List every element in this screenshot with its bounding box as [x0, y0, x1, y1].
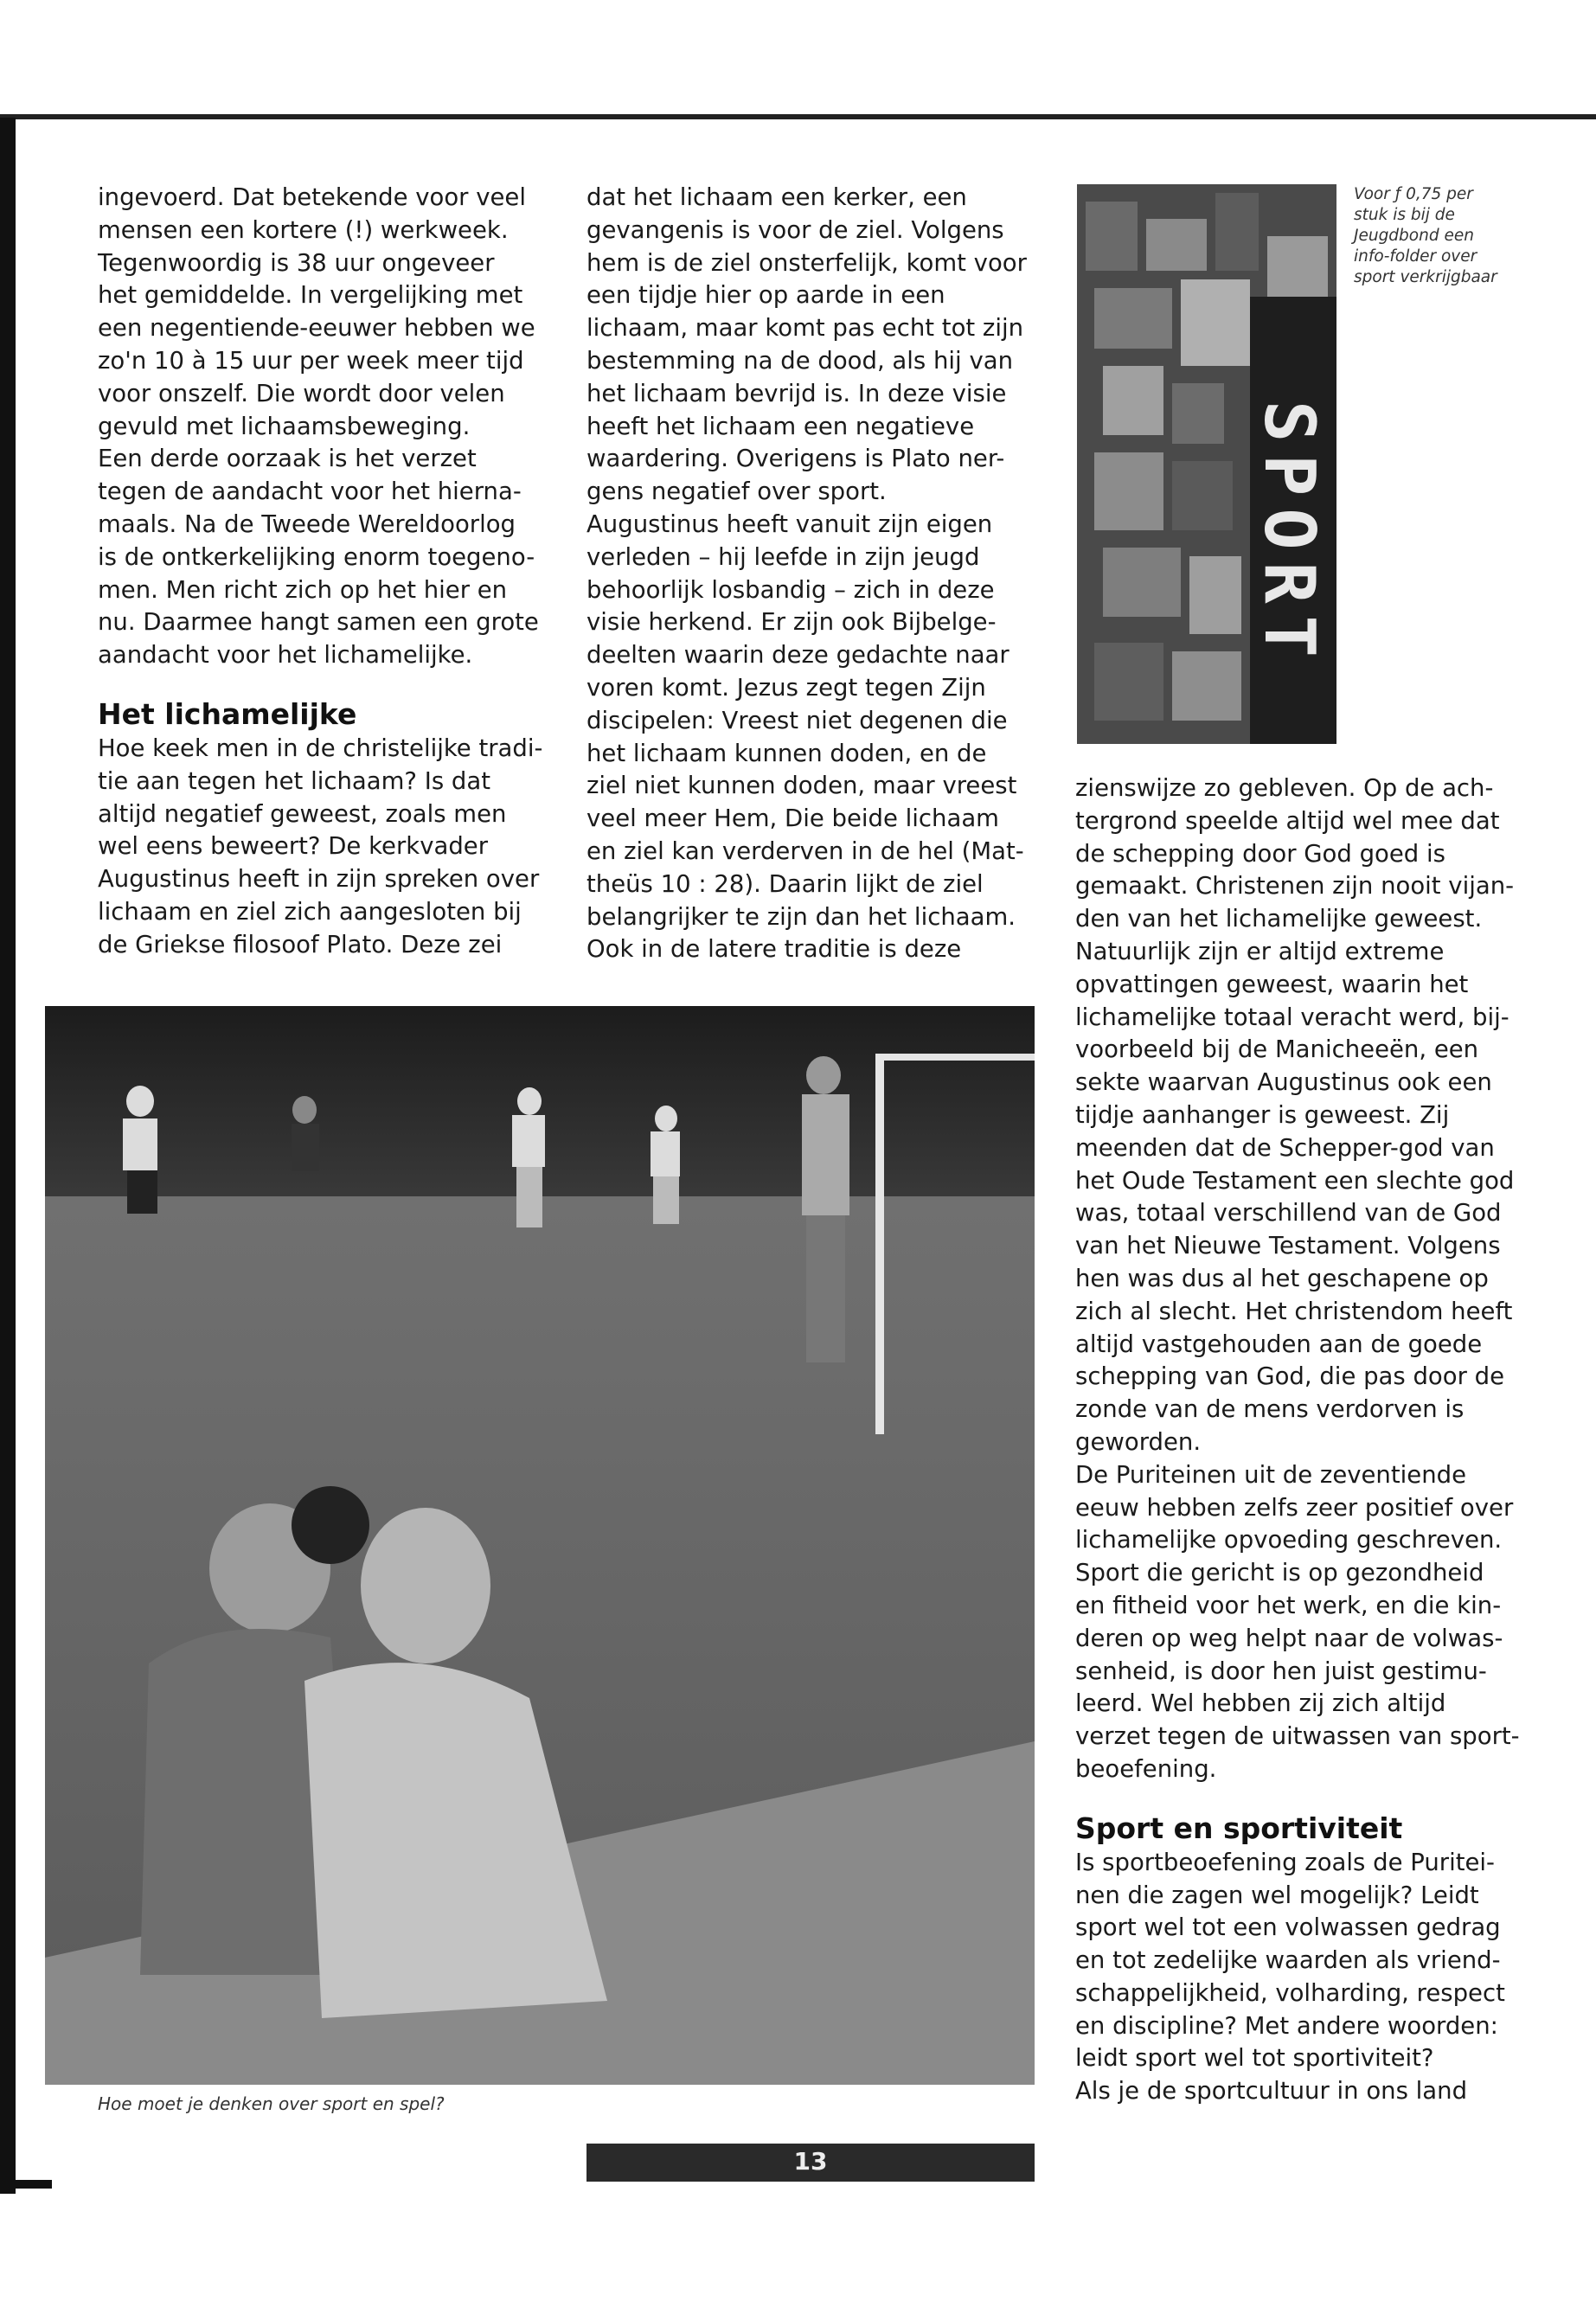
page-number: 13 [793, 2147, 828, 2176]
paragraph: Hoe keek men in de christelijke tradi- tie aan tegen het lichaam? Is dat altijd negatief geweest, zoals men wel eens beweert? De kerkvader Augustinus heeft in zijn spreken over lichaam en ziel zich aangesloten bij de Griekse filosoof Plato. Deze zei [98, 734, 543, 958]
scan-edge-bottom [0, 2180, 52, 2189]
section-heading-sport-en-sportiviteit: Sport en sportiviteit [1075, 1811, 1403, 1845]
paragraph: De Puriteinen uit de zeventiende eeuw hebben zelfs zeer positief over lichamelijke opvoeding geschreven. Sport die gericht is op gezondheid en fitheid voor het werk, en die kin- deren op weg helpt naar de volwas- senheid, is door hen juist gestimu- leerd. Wel hebben zij zich altijd verzet tegen de uitwassen van sport- beoefening. [1075, 1460, 1520, 1783]
paragraph: dat het lichaam een kerker, een gevangenis is voor de ziel. Volgens hem is de ziel onsterfelijk, komt voor een tijdje hier op aarde in een lichaam, maar komt pas echt tot zijn bestemming na de dood, als hij van het lichaam bevrijd is. In deze visie heeft het lichaam een negatieve waardering. Overigens is Plato ner- gens negatief over sport. Augustinus heeft vanuit zijn eigen verleden – hij leefde in zijn jeugd behoorlijk losbandig – zich in deze visie herkend. Er zijn ook Bijbelge- deelten waarin deze gedachte naar voren komt. Jezus zegt tegen Zijn discipelen: Vreest niet degenen die het lichaam kunnen doden, en de ziel niet kunnen doden, maar vreest veel meer Hem, Die beide lichaam en ziel kan verderven in de hel (Mat- theüs 10 : 28). Daarin lijkt de ziel belangrijker te zijn dan het lichaam. Ook in de latere traditie is deze [586, 183, 1027, 964]
scan-edge-top [0, 114, 1596, 119]
football-photo [45, 1006, 1035, 2085]
sport-folder-image [1077, 184, 1336, 744]
section-heading-het-lichamelijke: Het lichamelijke [98, 696, 357, 731]
sidebar-caption [1354, 184, 1527, 288]
scan-edge-left [0, 118, 16, 2194]
paragraph: Is sportbeoefening zoals de Puritei- nen die zagen wel mogelijk? Leidt sport wel tot een volwassen gedrag en tot zedelijke waarden als vriend- schappelijkheid, volharding, respect en discipline? Met andere woorden: leidt sport wel tot sportiviteit? Als je de sportcultuur in ons land [1075, 1848, 1505, 2106]
paragraph: ingevoerd. Dat betekende voor veel mensen een kortere (!) werkweek. Tegenwoordig is 38 uur ongeveer het gemiddelde. In vergelijking met een negentiende-eeuwer hebben we zo'n 10 à 15 uur per week meer tijd voor onszelf. Die wordt door velen gevuld met lichaamsbeweging. Een derde oorzaak is het verzet tegen de aandacht voor het hierna- maals. Na de Tweede Wereldoorlog is de ontkerkelijking enorm toegeno- men. Men richt zich op het hier en nu. Daarmee hangt samen een grote aandacht voor het lichamelijke. [98, 183, 539, 670]
sidebar-caption-text: Voor ƒ 0,75 per stuk is bij de Jeugdbond een info-folder over sport verkrijgbaar [1354, 185, 1497, 286]
paragraph: zienswijze zo gebleven. Op de ach- tergrond speelde altijd wel mee dat de schepping door God goed is gemaakt. Christenen zijn nooit vijan- den van het lichamelijke geweest. Natuurlijk zijn er altijd extreme opvattingen geweest, waarin het lichamelijke totaal veracht werd, bij- voorbeeld bij de Manicheeën, een sekte waarvan Augustinus ook een tijdje aanhanger is geweest. Zij meenden dat de Schepper-god van het Oude Testament een slechte god was, totaal verschillend van de God van het Nieuwe Testament. Volgens hen was dus al het geschapene op zich al slecht. Het christendom heeft altijd vastgehouden aan de goede schepping van God, die pas door de zonde van de mens verdorven is geworden. [1075, 774, 1515, 1456]
page-number-bar [586, 2144, 1035, 2182]
text-column-2 [586, 182, 1054, 966]
text-column-1 [98, 182, 565, 962]
sport-vertical-text: SPORT [1249, 401, 1330, 670]
photo-caption: Hoe moet je denken over sport en spel? [98, 2093, 445, 2114]
text-column-3 [1075, 772, 1525, 2108]
